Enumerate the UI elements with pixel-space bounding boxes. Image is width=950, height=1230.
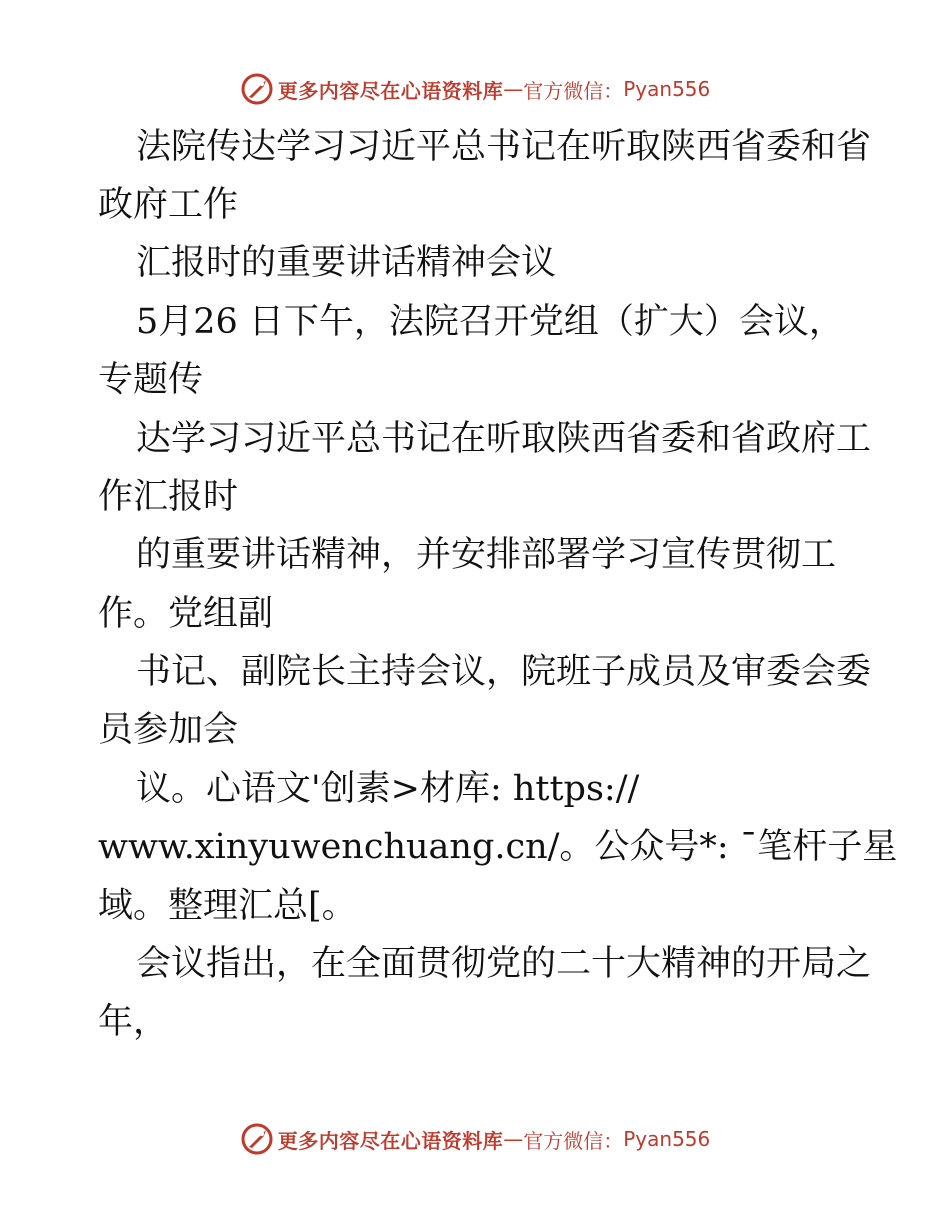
watermark-wechat-label: 官方微信： (523, 1128, 624, 1153)
text-line: 5月26 日下午，法院召开党组（扩大）会议， (136, 302, 844, 342)
text-line: 年， (98, 1002, 169, 1042)
footer-watermark (0, 1119, 950, 1159)
text-line: 议。心语文'创素>材库: https:// (136, 769, 640, 809)
watermark-dash: — (503, 1127, 524, 1151)
text-line: 政府工作 (98, 185, 239, 225)
watermark-main-text: 更多内容尽在心语资料库 (277, 1128, 504, 1153)
text-line: 书记、副院长主持会议，院班子成员及审委会委 (136, 652, 872, 692)
text-line: 会议指出，在全面贯彻党的二十大精神的开局之 (136, 944, 872, 984)
watermark-wechat-label: 官方微信： (523, 78, 624, 103)
watermark-dash: — (503, 77, 524, 101)
text-line: 员参加会 (98, 710, 239, 750)
text-line: 的重要讲话精神，并安排部署学习宣传贯彻工 (136, 535, 837, 575)
watermark-wechat-id: Pyan556 (623, 1127, 711, 1151)
text-line: www.xinyuwenchuang.cn/。公众号*: ¯笔杆子星 (98, 827, 898, 867)
watermark-wechat-id: Pyan556 (623, 77, 711, 101)
fountain-pen-logo-icon (240, 1122, 274, 1156)
text-line: 汇报时的重要讲话精神会议 (136, 243, 557, 283)
text-line: 专题传 (98, 360, 204, 400)
text-line: 作汇报时 (98, 477, 239, 517)
watermark-main-text: 更多内容尽在心语资料库 (277, 78, 504, 103)
text-line: 域。整理汇总[。 (98, 886, 357, 926)
text-line: 作。党组副 (98, 594, 274, 634)
text-line: 法院传达学习习近平总书记在听取陕西省委和省 (136, 127, 872, 167)
fountain-pen-logo-icon (240, 72, 274, 106)
header-watermark (0, 69, 950, 109)
text-line: 达学习习近平总书记在听取陕西省委和省政府工 (136, 419, 872, 459)
